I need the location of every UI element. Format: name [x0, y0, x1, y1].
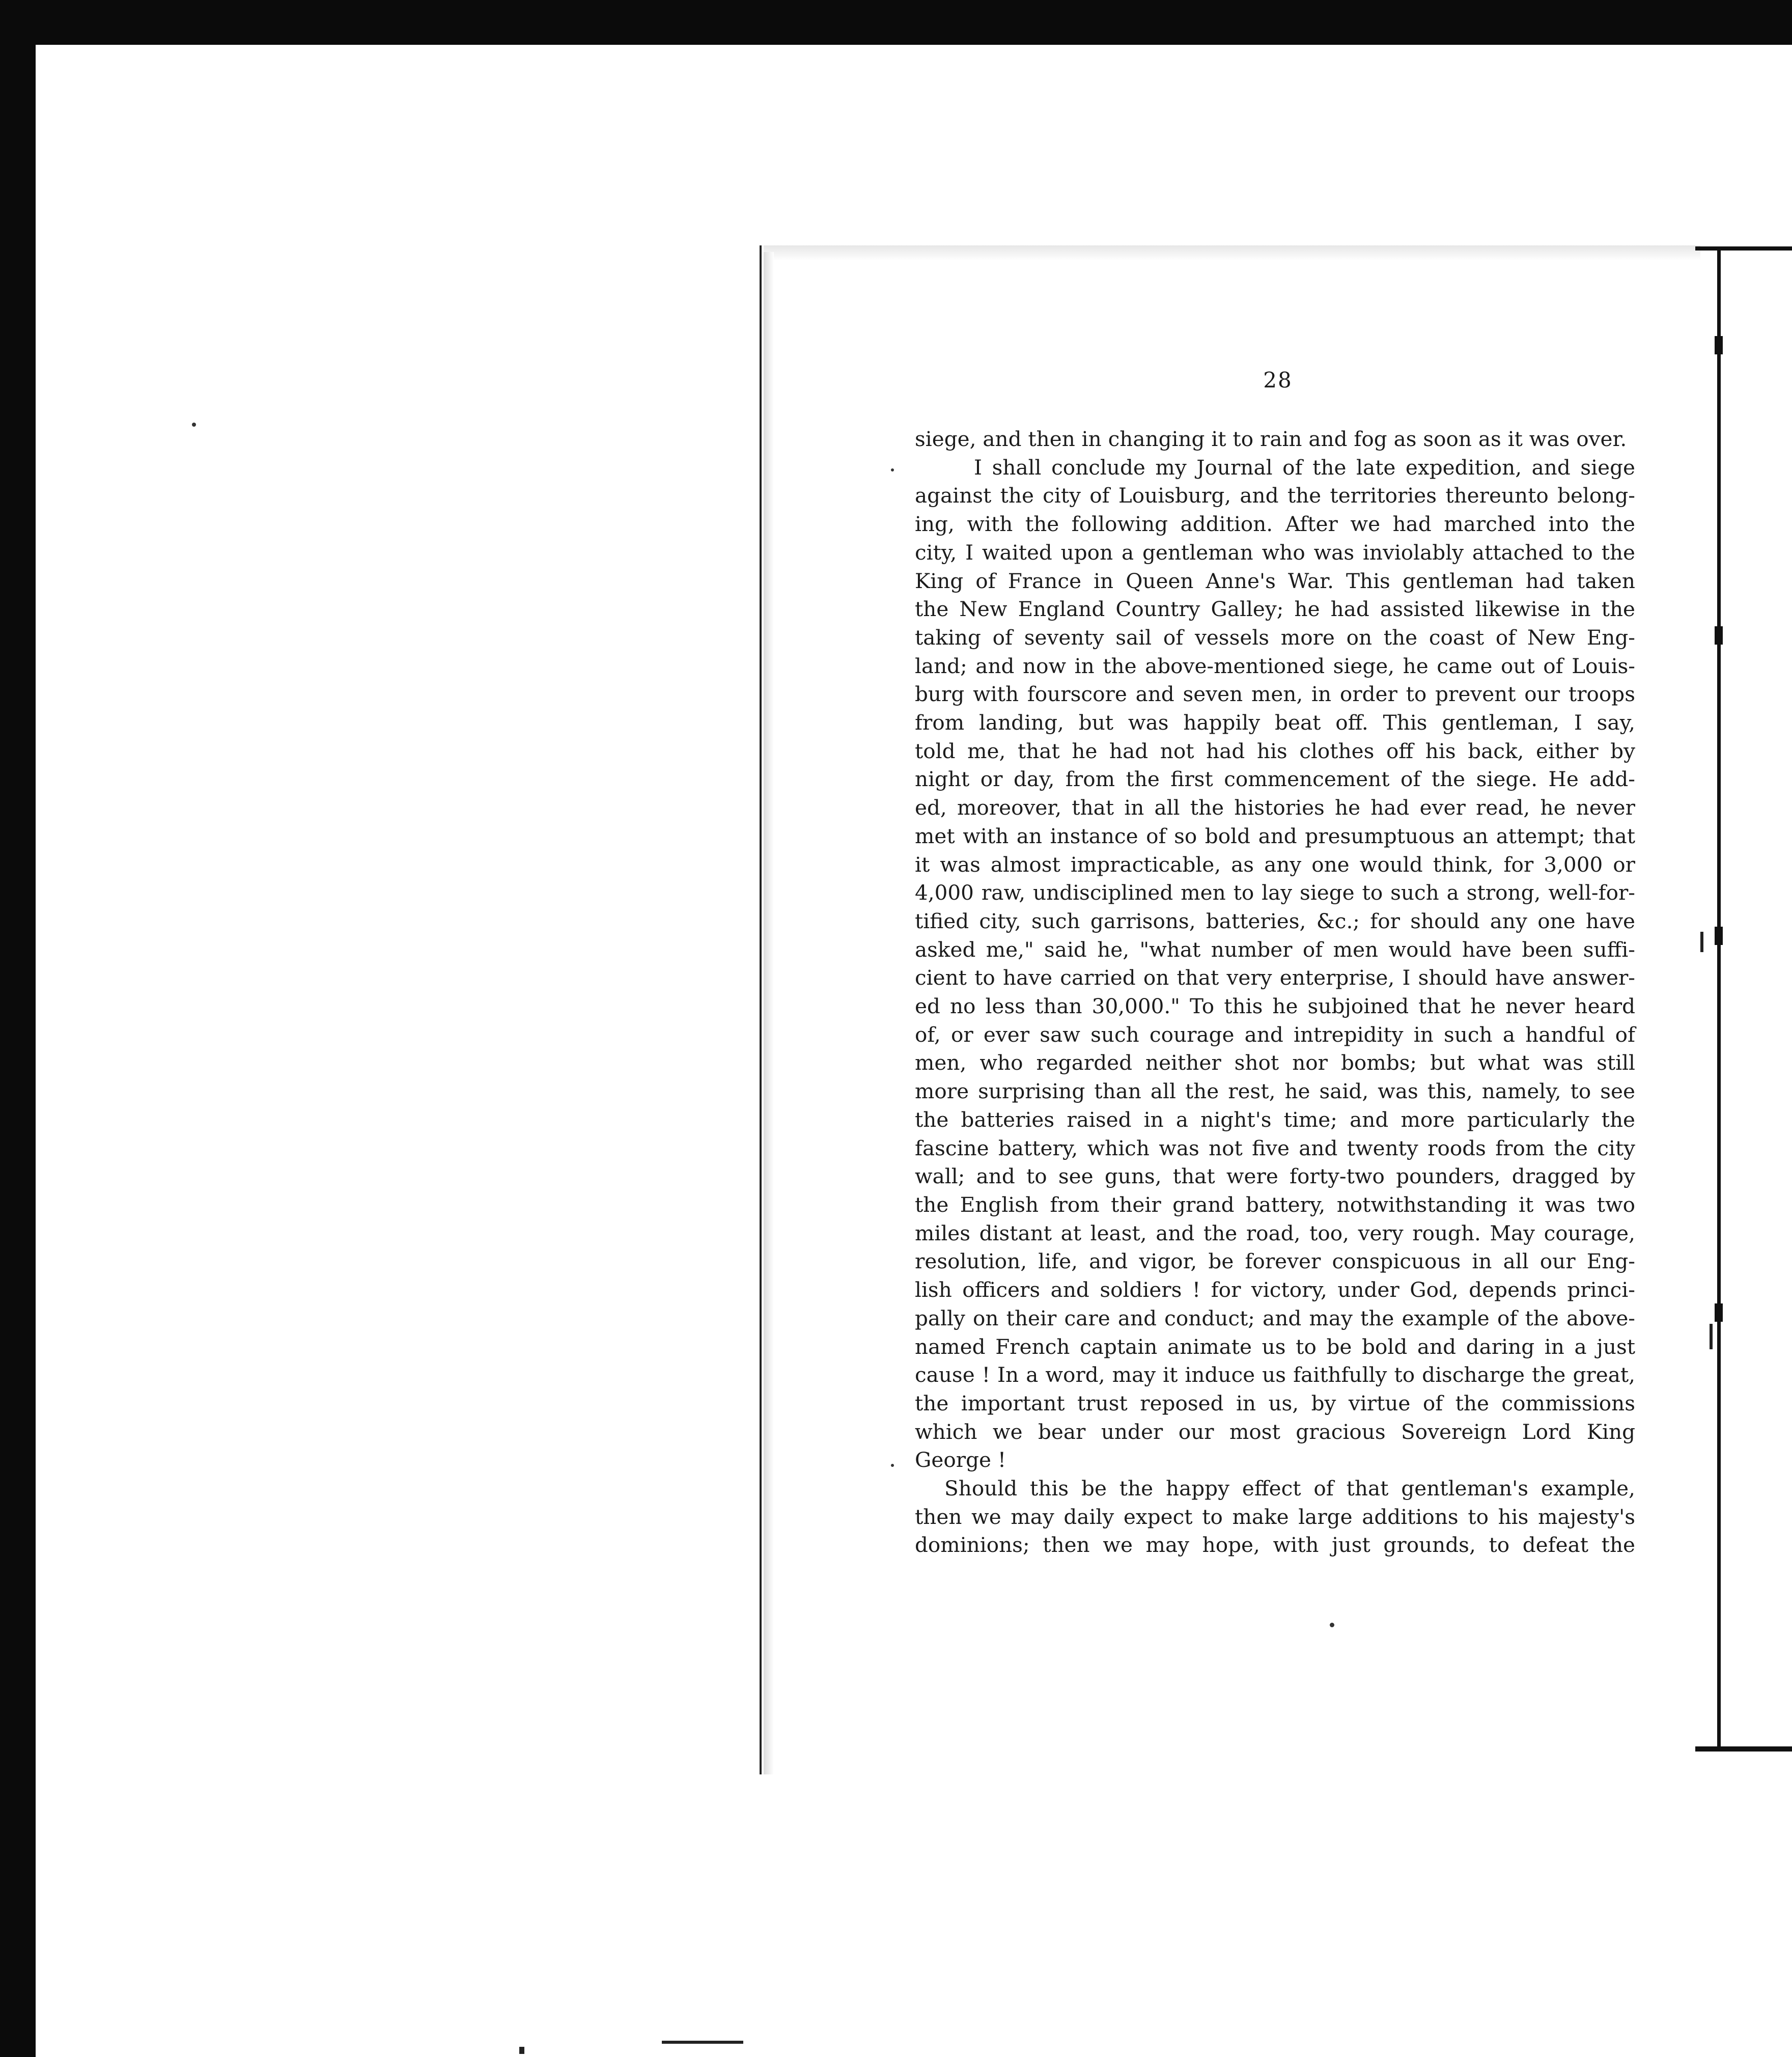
scanner-frame-left	[0, 0, 36, 2057]
page-gutter-shadow	[764, 252, 774, 1774]
right-bracket-top	[1695, 246, 1792, 251]
text-line: the English from their grand battery, notwithstanding it was two	[915, 1192, 1635, 1217]
text-line: it was almost impracticable, as any one would think, for 3,000 or	[915, 852, 1635, 877]
dust-speck	[891, 468, 894, 471]
text-line: which we bear under our most gracious Sovereign Lord King	[915, 1419, 1635, 1444]
bracket-tick	[1715, 1303, 1723, 1322]
page-top-shade	[764, 245, 1700, 261]
margin-mark	[1700, 932, 1703, 952]
bracket-tick	[1715, 336, 1723, 354]
text-line: told me, that he had not had his clothes off his back, either by	[915, 738, 1635, 763]
text-line: fascine battery, which was not five and twenty roods from the city	[915, 1135, 1635, 1160]
text-line: of, or ever saw such courage and intrepidity in such a handful of	[915, 1022, 1635, 1047]
margin-mark	[1710, 1324, 1713, 1349]
text-line: 4,000 raw, undisciplined men to lay siege to such a strong, well-for-	[915, 880, 1635, 905]
text-line: miles distant at least, and the road, too, very rough. May courage,	[915, 1220, 1635, 1245]
text-line: cause ! In a word, may it induce us faithfully to discharge the great,	[915, 1363, 1635, 1387]
text-line: asked me," said he, "what number of men would have been suffi-	[915, 937, 1635, 962]
text-line: from landing, but was happily beat off. This gentleman, I say,	[915, 710, 1635, 735]
text-line: pally on their care and conduct; and may the example of the above-	[915, 1305, 1635, 1330]
text-line: the important trust reposed in us, by virtue of the commissions	[915, 1391, 1635, 1415]
text-line: city, I waited upon a gentleman who was inviolably attached to the	[915, 540, 1635, 565]
text-line: dominions; then we may hope, with just grounds, to defeat the	[915, 1533, 1635, 1558]
dust-speck	[1330, 1623, 1334, 1627]
text-line: burg with fourscore and seven men, in order to prevent our troops	[915, 682, 1635, 707]
text-line: resolution, life, and vigor, be forever conspicuous in all our Eng-	[915, 1249, 1635, 1274]
text-line: King of France in Queen Anne's War. This gentleman had taken	[915, 568, 1635, 593]
text-line: cient to have carried on that very enterprise, I should have answer-	[915, 965, 1635, 990]
scan-debris	[662, 2041, 743, 2044]
text-line: against the city of Louisburg, and the territories thereunto belong-	[915, 483, 1635, 508]
text-line: the New England Country Galley; he had assisted likewise in the	[915, 597, 1635, 622]
text-line: more surprising than all the rest, he said, was this, namely, to see	[915, 1079, 1635, 1104]
bracket-tick	[1715, 626, 1723, 645]
text-line: wall; and to see guns, that were forty-two pounders, dragged by	[915, 1164, 1635, 1189]
text-line: ed, moreover, that in all the histories he had ever read, he never	[915, 795, 1635, 820]
text-line: ing, with the following addition. After we had marched into the	[915, 512, 1635, 537]
right-bracket-rule	[1717, 248, 1721, 1750]
scanner-frame-top	[0, 0, 1792, 45]
text-line: land; and now in the above-mentioned siege, he came out of Louis-	[915, 653, 1635, 678]
text-line: siege, and then in changing it to rain and fog as soon as it was over.	[915, 427, 1627, 451]
scan-debris	[519, 2047, 524, 2054]
page-number: 28	[1263, 368, 1293, 393]
dust-speck	[192, 423, 196, 427]
bracket-tick	[1715, 927, 1723, 945]
page-edge-left	[760, 245, 762, 1774]
text-line: night or day, from the first commencement of the siege. He add-	[915, 767, 1635, 792]
text-line: men, who regarded neither shot nor bombs; but what was still	[915, 1050, 1635, 1075]
text-line: the batteries raised in a night's time; and more particularly the	[915, 1107, 1635, 1132]
text-line: met with an instance of so bold and presumptuous an attempt; that	[915, 823, 1635, 848]
right-bracket-bottom	[1695, 1746, 1792, 1752]
dust-speck	[891, 1464, 894, 1467]
text-line: tified city, such garrisons, batteries, &c.; for should any one have	[915, 908, 1635, 933]
text-line: I shall conclude my Journal of the late expedition, and siege	[974, 455, 1635, 480]
text-line: then we may daily expect to make large additions to his majesty's	[915, 1504, 1635, 1529]
text-line: taking of seventy sail of vessels more on the coast of New Eng-	[915, 625, 1635, 650]
text-line: George !	[915, 1448, 1006, 1472]
text-line: Should this be the happy effect of that gentleman's example,	[944, 1476, 1635, 1501]
text-line: named French captain animate us to be bold and daring in a just	[915, 1334, 1635, 1359]
page-body-text	[915, 425, 1635, 1560]
text-line: ed no less than 30,000." To this he subjoined that he never heard	[915, 994, 1635, 1019]
text-line: lish officers and soldiers ! for victory, under God, depends princi-	[915, 1277, 1635, 1302]
